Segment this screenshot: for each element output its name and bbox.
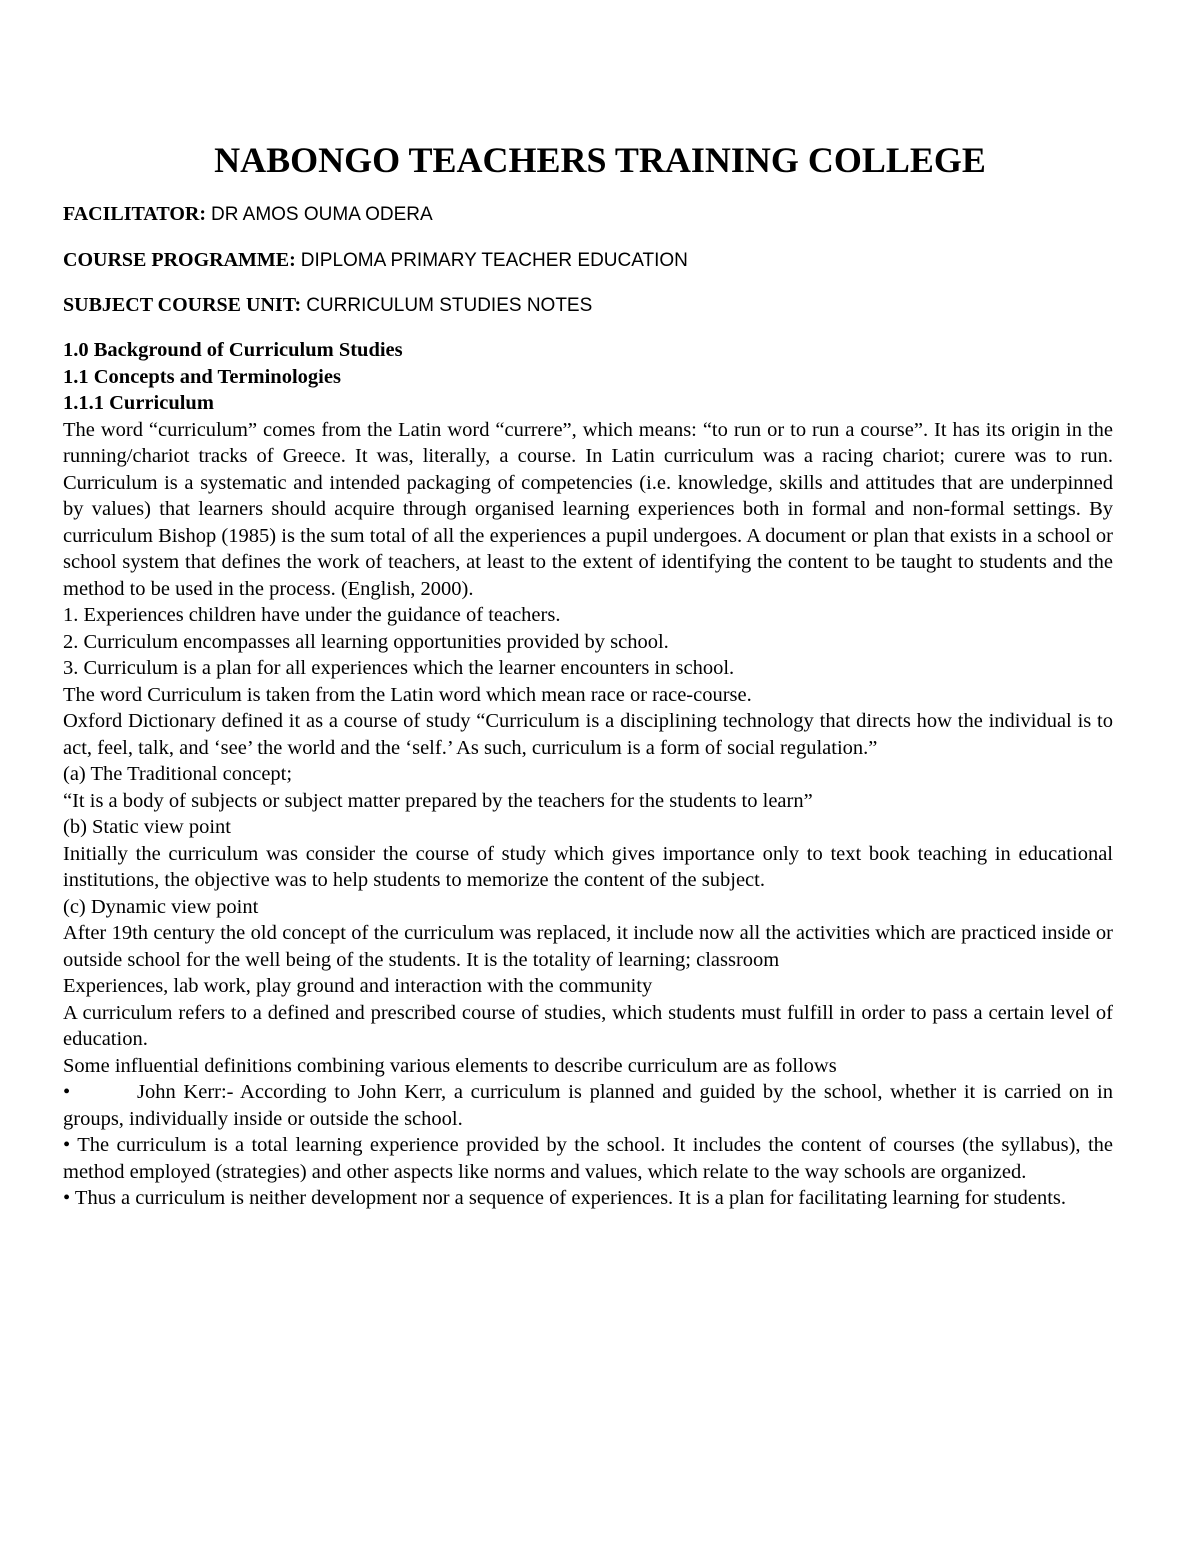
list-item: 1. Experiences children have under the guidance of teachers. bbox=[63, 604, 561, 626]
bullet-item: • The curriculum is a total learning experience provided by the school. It includes the content of courses (the syllabus), the method employed (strategies) and other aspects like norms and values, which relate to the way schools are organized. bbox=[63, 1134, 1113, 1183]
facilitator-label: FACILITATOR: bbox=[63, 203, 206, 225]
bullet-item-kerr bbox=[63, 1079, 1113, 1132]
bullet-item: • Thus a curriculum is neither development nor a sequence of experiences. It is a plan for facilitating learning for students. bbox=[63, 1187, 1066, 1209]
static-body: Initially the curriculum was consider the course of study which gives importance only to text book teaching in educational institutions, the objective was to help students to memorize the content of the subject. bbox=[63, 842, 1113, 891]
dynamic-body-continued: Experiences, lab work, play ground and interaction with the community bbox=[63, 975, 653, 997]
dynamic-heading: (c) Dynamic view point bbox=[63, 895, 259, 918]
heading-background: 1.0 Background of Curriculum Studies bbox=[63, 339, 403, 361]
traditional-body: “It is a body of subjects or subject matter prepared by the teachers for the students to learn” bbox=[63, 789, 813, 812]
heading-curriculum: 1.1.1 Curriculum bbox=[63, 392, 214, 414]
facilitator-value: DR AMOS OUMA ODERA bbox=[210, 204, 433, 225]
paragraph-latin: The word Curriculum is taken from the Latin word which mean race or race-course. bbox=[63, 683, 752, 706]
facilitator-line bbox=[63, 201, 1143, 228]
bullet-marker: • bbox=[63, 1081, 71, 1103]
heading-concepts: 1.1 Concepts and Terminologies bbox=[63, 365, 341, 388]
bullet-text: John Kerr:- According to John Kerr, a curriculum is planned and guided by the school, whether it is carried on in groups, individually inside or outside the school. bbox=[63, 1081, 1113, 1130]
static-heading: (b) Static view point bbox=[63, 816, 231, 838]
programme-value: DIPLOMA PRIMARY TEACHER EDUCATION bbox=[300, 250, 688, 271]
subject-label: SUBJECT COURSE UNIT: bbox=[63, 294, 302, 316]
page-title: NABONGO TEACHERS TRAINING COLLEGE bbox=[214, 140, 986, 180]
paragraph-defined: A curriculum refers to a defined and prescribed course of studies, which students must fulfill in order to pass a certain level of education. bbox=[63, 1001, 1113, 1050]
subject-line bbox=[63, 292, 1143, 319]
paragraph-oxford: Oxford Dictionary defined it as a course of study “Curriculum is a disciplining technology that directs how the individual is to act, feel, talk, and ‘see’ the world and the ‘self.’ As such, curriculum is a form of social regulation.” bbox=[63, 710, 1113, 759]
traditional-heading: (a) The Traditional concept; bbox=[63, 763, 293, 785]
paragraph-influential: Some influential definitions combining various elements to describe curriculum are as follows bbox=[63, 1054, 837, 1077]
list-item: 2. Curriculum encompasses all learning opportunities provided by school. bbox=[63, 630, 669, 653]
programme-label: COURSE PROGRAMME: bbox=[63, 249, 296, 271]
dynamic-body: After 19th century the old concept of the curriculum was replaced, it include now all the activities which are practiced inside or outside school for the well being of the students. It is the totality of learning; classroom bbox=[63, 922, 1113, 971]
paragraph-intro: The word “curriculum” comes from the Latin word “currere”, which means: “to run or to run a course”. It has its origin in the running/chariot tracks of Greece. It was, literally, a course. In Latin curriculum was a racing chariot; curere was to run. Curriculum is a systematic and intended packaging of competencies (i.e. knowledge, skills and attitudes that are underpinned by values) that learners should acquire through organised learning experiences both in formal and non-formal settings. By curriculum Bishop (1985) is the sum total of all the experiences a pupil undergoes. A document or plan that exists in a school or school system that defines the work of teachers, at least to the extent of identifying the content to be taught to students and the method to be used in the process. (English, 2000). bbox=[63, 418, 1113, 600]
programme-line bbox=[63, 247, 1143, 274]
subject-value: CURRICULUM STUDIES NOTES bbox=[306, 295, 593, 316]
list-item: 3. Curriculum is a plan for all experiences which the learner encounters in school. bbox=[63, 657, 735, 679]
document-body bbox=[63, 337, 1113, 1212]
